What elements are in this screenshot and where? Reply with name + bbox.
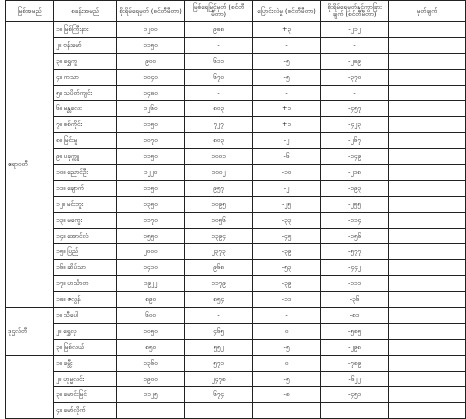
- warning-level-cell: ၁၅၅၀: [117, 228, 185, 244]
- table-row: [6, 85, 466, 101]
- remarks-cell: [389, 69, 466, 85]
- station-cell: ၄။ ကသာ: [54, 69, 117, 85]
- station-cell: ၉။ ပခုက္ကူ: [54, 149, 117, 165]
- change-cell: -၈: [253, 387, 321, 403]
- warning-level-cell: ၁၀၇၀: [117, 133, 185, 149]
- warning-level-cell: ၁၉၂၂: [117, 276, 185, 292]
- table-row: [6, 196, 466, 212]
- change-cell: -၅၃: [253, 260, 321, 276]
- table-row: [6, 165, 466, 181]
- difference-cell: -၃၇၀: [321, 69, 389, 85]
- header-river: မြစ်အမည်: [6, 1, 54, 22]
- difference-cell: -: [321, 37, 389, 53]
- remarks-cell: [389, 260, 466, 276]
- remarks-cell: [389, 308, 466, 324]
- difference-cell: -၂၉၈: [321, 339, 389, 355]
- water-level-cell: ၄၆၅: [185, 323, 253, 339]
- remarks-cell: [389, 403, 466, 419]
- table-row: [6, 101, 466, 117]
- warning-level-cell: ၁၀၅၀: [117, 323, 185, 339]
- change-cell: ၀: [253, 323, 321, 339]
- station-cell: ၁၄။ အောင်လံ: [54, 228, 117, 244]
- table-row: [6, 117, 466, 133]
- warning-level-cell: ၁၁၅၀: [117, 37, 185, 53]
- warning-level-cell: ၈၅၀: [117, 339, 185, 355]
- remarks-cell: [389, 180, 466, 196]
- table-row: [6, 149, 466, 165]
- remarks-cell: [389, 196, 466, 212]
- difference-cell: -၈၁: [321, 308, 389, 324]
- station-cell: ၇။ စစ်ကိုင်း: [54, 117, 117, 133]
- water-level-cell: ၁၀၉၅: [185, 196, 253, 212]
- table-row: [6, 355, 466, 371]
- warning-level-cell: ၁၁၅၀: [117, 149, 185, 165]
- water-level-cell: ၆၁၁: [185, 53, 253, 69]
- water-level-cell: ၁၀၀၁: [185, 149, 253, 165]
- table-row: [6, 22, 466, 38]
- warning-level-cell: ၁၃၅၀: [117, 196, 185, 212]
- difference-cell: -၇၈၉: [321, 355, 389, 371]
- table-row: [6, 69, 466, 85]
- warning-level-cell: ၁၂၂၀: [117, 165, 185, 181]
- station-cell: ၄။ မော်လိုက်: [54, 403, 117, 419]
- water-level-cell: ၉၅၇: [185, 180, 253, 196]
- change-cell: -၅: [253, 339, 321, 355]
- table-row: [6, 308, 466, 324]
- difference-cell: -၂၁၈: [321, 165, 389, 181]
- change-cell: -၅: [253, 53, 321, 69]
- station-cell: ၁၀။ ညောင်ဦး: [54, 165, 117, 181]
- river-level-table: [5, 0, 466, 419]
- warning-level-cell: ၁၉၀၀: [117, 371, 185, 387]
- remarks-cell: [389, 165, 466, 181]
- remarks-cell: [389, 85, 466, 101]
- station-cell: ၁၂။ မင်းဘူး: [54, 196, 117, 212]
- change-cell: -၂: [253, 133, 321, 149]
- station-cell: ၁။ သီပေါ: [54, 308, 117, 324]
- water-level-cell: ၈၅၄: [185, 292, 253, 308]
- station-cell: ၁။ မြစ်ကြီးနား: [54, 22, 117, 38]
- difference-cell: -၆၂၂: [321, 371, 389, 387]
- station-cell: ၅။ သပိတ်ကျင်း: [54, 85, 117, 101]
- warning-level-cell: ၁၀၄၀: [117, 69, 185, 85]
- change-cell: -၂၅: [253, 196, 321, 212]
- change-cell: -၆: [253, 149, 321, 165]
- station-cell: ၈။ မြင်းမူ: [54, 133, 117, 149]
- change-cell: -: [253, 37, 321, 53]
- station-cell: ၂။ ဟုမ္မလင်း: [54, 371, 117, 387]
- table-row: [6, 260, 466, 276]
- remarks-cell: [389, 117, 466, 133]
- difference-cell: -၄၄၂: [321, 260, 389, 276]
- header-water-level: မြစ်ရေမြင့်မှတ် (စင်တီမီတာ): [185, 1, 253, 22]
- water-level-cell: ၁၁၇၉: [185, 276, 253, 292]
- difference-cell: -၂၁၂: [321, 22, 389, 38]
- change-cell: -၃၃: [253, 212, 321, 228]
- warning-level-cell: ၈၉၀: [117, 292, 185, 308]
- remarks-cell: [389, 339, 466, 355]
- change-cell: -၅: [253, 69, 321, 85]
- difference-cell: -၁၁၁: [321, 276, 389, 292]
- river-name-cell: ဧရာဝတီ: [6, 22, 54, 308]
- table-row: [6, 276, 466, 292]
- station-cell: ၃။ မြစ်လယ်: [54, 339, 117, 355]
- station-cell: ၆။ မန္တလေး: [54, 101, 117, 117]
- table-row: [6, 244, 466, 260]
- table-row: [6, 53, 466, 69]
- warning-level-cell: ၆၀၀: [117, 308, 185, 324]
- change-cell: -၂: [253, 180, 321, 196]
- water-level-cell: ၅၇၁: [185, 355, 253, 371]
- station-cell: ၁၈။ ဇလွန်: [54, 292, 117, 308]
- table-row: [6, 37, 466, 53]
- water-level-cell: ၁၀၀၂: [185, 165, 253, 181]
- table-row: [6, 339, 466, 355]
- change-cell: +၁: [253, 117, 321, 133]
- table-row: [6, 403, 466, 419]
- water-level-cell: ၉၈၈: [185, 22, 253, 38]
- warning-level-cell: ၁၄၈၀: [117, 85, 185, 101]
- header-remarks: မှတ်ချက်: [389, 1, 466, 22]
- difference-cell: -၄၅၁: [321, 387, 389, 403]
- river-name-cell: [6, 355, 54, 419]
- change-cell: -: [253, 308, 321, 324]
- table-row: [6, 371, 466, 387]
- change-cell: +၃: [253, 22, 321, 38]
- remarks-cell: [389, 53, 466, 69]
- water-level-cell: [185, 403, 253, 419]
- change-cell: +၁: [253, 101, 321, 117]
- station-cell: ၁၆။ ဆိပ်သာ: [54, 260, 117, 276]
- header-change: ပြောင်းလဲမှု (စင်တီမီတာ): [253, 1, 321, 22]
- warning-level-cell: ၁၂၀၀: [117, 22, 185, 38]
- change-cell: -၃၉: [253, 244, 321, 260]
- remarks-cell: [389, 149, 466, 165]
- table-row: [6, 387, 466, 403]
- warning-level-cell: ၁၁၇၀: [117, 212, 185, 228]
- station-cell: ၁၃။ မကွေး: [54, 212, 117, 228]
- remarks-cell: [389, 22, 466, 38]
- difference-cell: -၄၂၃: [321, 117, 389, 133]
- difference-cell: -၂၆၇: [321, 133, 389, 149]
- remarks-cell: [389, 387, 466, 403]
- change-cell: ၀: [253, 355, 321, 371]
- remarks-cell: [389, 212, 466, 228]
- station-cell: ၂။ ရွှေလှ: [54, 323, 117, 339]
- water-level-cell: ၂၃၇၃: [185, 244, 253, 260]
- change-cell: -၃၉: [253, 276, 321, 292]
- difference-cell: -၂၈၉: [321, 53, 389, 69]
- difference-cell: [321, 403, 389, 419]
- change-cell: -၅: [253, 371, 321, 387]
- difference-cell: -၁၉၃: [321, 180, 389, 196]
- table-row: [6, 212, 466, 228]
- water-level-cell: -: [185, 85, 253, 101]
- remarks-cell: [389, 228, 466, 244]
- water-level-cell: ၇၂၇: [185, 117, 253, 133]
- remarks-cell: [389, 355, 466, 371]
- header-station: စခန်းအမည်: [54, 1, 117, 22]
- header-row: [6, 1, 466, 22]
- water-level-cell: ၉၆၈: [185, 260, 253, 276]
- table-row: [6, 323, 466, 339]
- difference-cell: -၂၅၅: [321, 196, 389, 212]
- difference-cell: -၅၇၇: [321, 244, 389, 260]
- station-cell: ၁၅။ ပြည်: [54, 244, 117, 260]
- warning-level-cell: ၁၁၅၀: [117, 180, 185, 196]
- warning-level-cell: ၁၂၆၀: [117, 101, 185, 117]
- remarks-cell: [389, 244, 466, 260]
- remarks-cell: [389, 37, 466, 53]
- station-cell: ၂။ ဗန်းမော်: [54, 37, 117, 53]
- header-warning-level: စိုးရိမ်ရေမှတ် (စင်တီမီတာ): [117, 1, 185, 22]
- remarks-cell: [389, 292, 466, 308]
- table-row: [6, 228, 466, 244]
- header-difference: စိုးရိမ်ရေမှတ်နှင့်ကွာခြားချက် (စင်တီမီတာ): [321, 1, 389, 22]
- table-row: [6, 180, 466, 196]
- warning-level-cell: ၁၃၆၀: [117, 355, 185, 371]
- water-level-cell: ၁၀၅၆: [185, 212, 253, 228]
- station-cell: ၃။ မောင်းမြင်: [54, 387, 117, 403]
- remarks-cell: [389, 371, 466, 387]
- change-cell: [253, 403, 321, 419]
- change-cell: -၄၅: [253, 228, 321, 244]
- remarks-cell: [389, 323, 466, 339]
- warning-level-cell: ၁၄၁၀: [117, 260, 185, 276]
- remarks-cell: [389, 133, 466, 149]
- warning-level-cell: ၁၁၅၀: [117, 117, 185, 133]
- table-row: [6, 292, 466, 308]
- warning-level-cell: ၂၀၀၀: [117, 244, 185, 260]
- change-cell: -၁၀: [253, 165, 321, 181]
- difference-cell: -၃၆: [321, 292, 389, 308]
- water-level-cell: ၂၄၇၈: [185, 371, 253, 387]
- station-cell: ၁၇။ ဟင်္သာတ: [54, 276, 117, 292]
- difference-cell: -၁၄၉: [321, 149, 389, 165]
- river-name-cell: ဒုဌလ်တီ: [6, 308, 54, 356]
- remarks-cell: [389, 276, 466, 292]
- difference-cell: -၁၅၆: [321, 228, 389, 244]
- difference-cell: -၅၈၅: [321, 323, 389, 339]
- water-level-cell: -: [185, 37, 253, 53]
- warning-level-cell: ၉၀၀: [117, 53, 185, 69]
- water-level-cell: ၁၃၉၄: [185, 228, 253, 244]
- water-level-cell: ၆၇၀: [185, 69, 253, 85]
- water-level-cell: -: [185, 308, 253, 324]
- water-level-cell: ၅၅၂: [185, 339, 253, 355]
- difference-cell: -၄၅၇: [321, 101, 389, 117]
- water-level-cell: ၈၀၃: [185, 101, 253, 117]
- warning-level-cell: ၁၁၂၅: [117, 387, 185, 403]
- remarks-cell: [389, 101, 466, 117]
- water-level-cell: ၈၀၃: [185, 133, 253, 149]
- station-cell: ၃။ ရွှေကူ: [54, 53, 117, 69]
- change-cell: -: [253, 85, 321, 101]
- table-row: [6, 133, 466, 149]
- difference-cell: -: [321, 85, 389, 101]
- warning-level-cell: [117, 403, 185, 419]
- station-cell: ၁၁။ ချောက်: [54, 180, 117, 196]
- change-cell: -၁၁: [253, 292, 321, 308]
- difference-cell: -၁၁၄: [321, 212, 389, 228]
- station-cell: ၁။ ခမ္ဘီး: [54, 355, 117, 371]
- water-level-cell: ၆၇၄: [185, 387, 253, 403]
